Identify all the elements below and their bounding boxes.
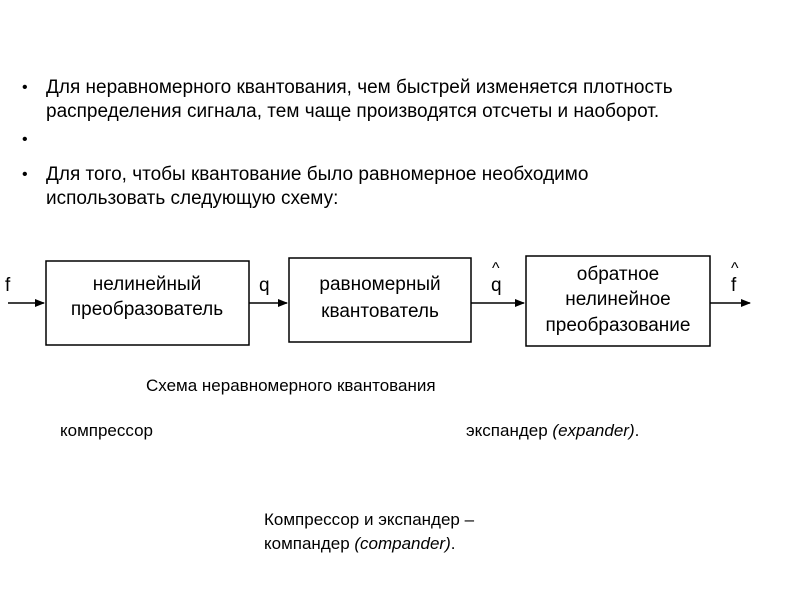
- compander-word: компандер: [264, 534, 355, 553]
- bullet-line: Для неравномерного квантования, чем быстрей изменяется плотность: [46, 77, 673, 98]
- block-label-line: преобразователь: [70, 299, 224, 320]
- hat-mark: ^: [492, 260, 500, 277]
- block-inverse-nonlinear-transform: [526, 256, 710, 346]
- expander-label: [466, 421, 639, 441]
- scheme-caption: Схема неравномерного квантования: [146, 376, 436, 395]
- q-signal-label: q: [259, 275, 270, 296]
- bullet-dot: •: [22, 131, 28, 148]
- q-hat-signal: [471, 260, 524, 303]
- input-signal-label: f: [5, 275, 11, 296]
- bullet-line: распределения сигнала, тем чаще производятся отсчеты и наоборот.: [46, 101, 660, 122]
- block-label-line: нелинейное: [565, 289, 671, 310]
- bullet-line: Для того, чтобы квантование было равномерное необходимо: [46, 164, 589, 185]
- block-label-line: равномерный: [319, 274, 441, 295]
- block-label-line: обратное: [576, 264, 660, 285]
- expander-period: .: [634, 421, 640, 440]
- hat-mark: ^: [731, 260, 739, 277]
- bullet-text: [46, 76, 673, 124]
- compander-line-1: Компрессор и экспандер –: [264, 510, 475, 529]
- bullet-text: [46, 163, 588, 211]
- block-uniform-quantizer: [289, 258, 471, 342]
- compander-english: (compander): [354, 534, 451, 553]
- q-signal: [249, 275, 287, 303]
- bullet-line: использовать следующую схему:: [46, 188, 339, 209]
- block-nonlinear-converter: [46, 261, 249, 345]
- output-signal-label: f: [731, 275, 737, 296]
- q-hat-signal-label: q: [491, 275, 502, 296]
- block-label-line: нелинейный: [92, 274, 202, 295]
- input-signal: [5, 275, 44, 303]
- block-diagram: [0, 245, 800, 365]
- output-signal: [710, 260, 750, 303]
- expander-word: экспандер: [466, 421, 553, 440]
- compander-line-2: [264, 534, 455, 554]
- bullet-dot: •: [22, 79, 28, 96]
- block-label-line: квантователь: [321, 301, 439, 322]
- bullet-dot: •: [22, 166, 28, 183]
- compressor-label: компрессор: [60, 421, 153, 440]
- block-label-line: преобразование: [545, 315, 691, 336]
- expander-english: (expander): [552, 421, 635, 440]
- compander-period: .: [450, 534, 456, 553]
- block-frame: [289, 258, 471, 342]
